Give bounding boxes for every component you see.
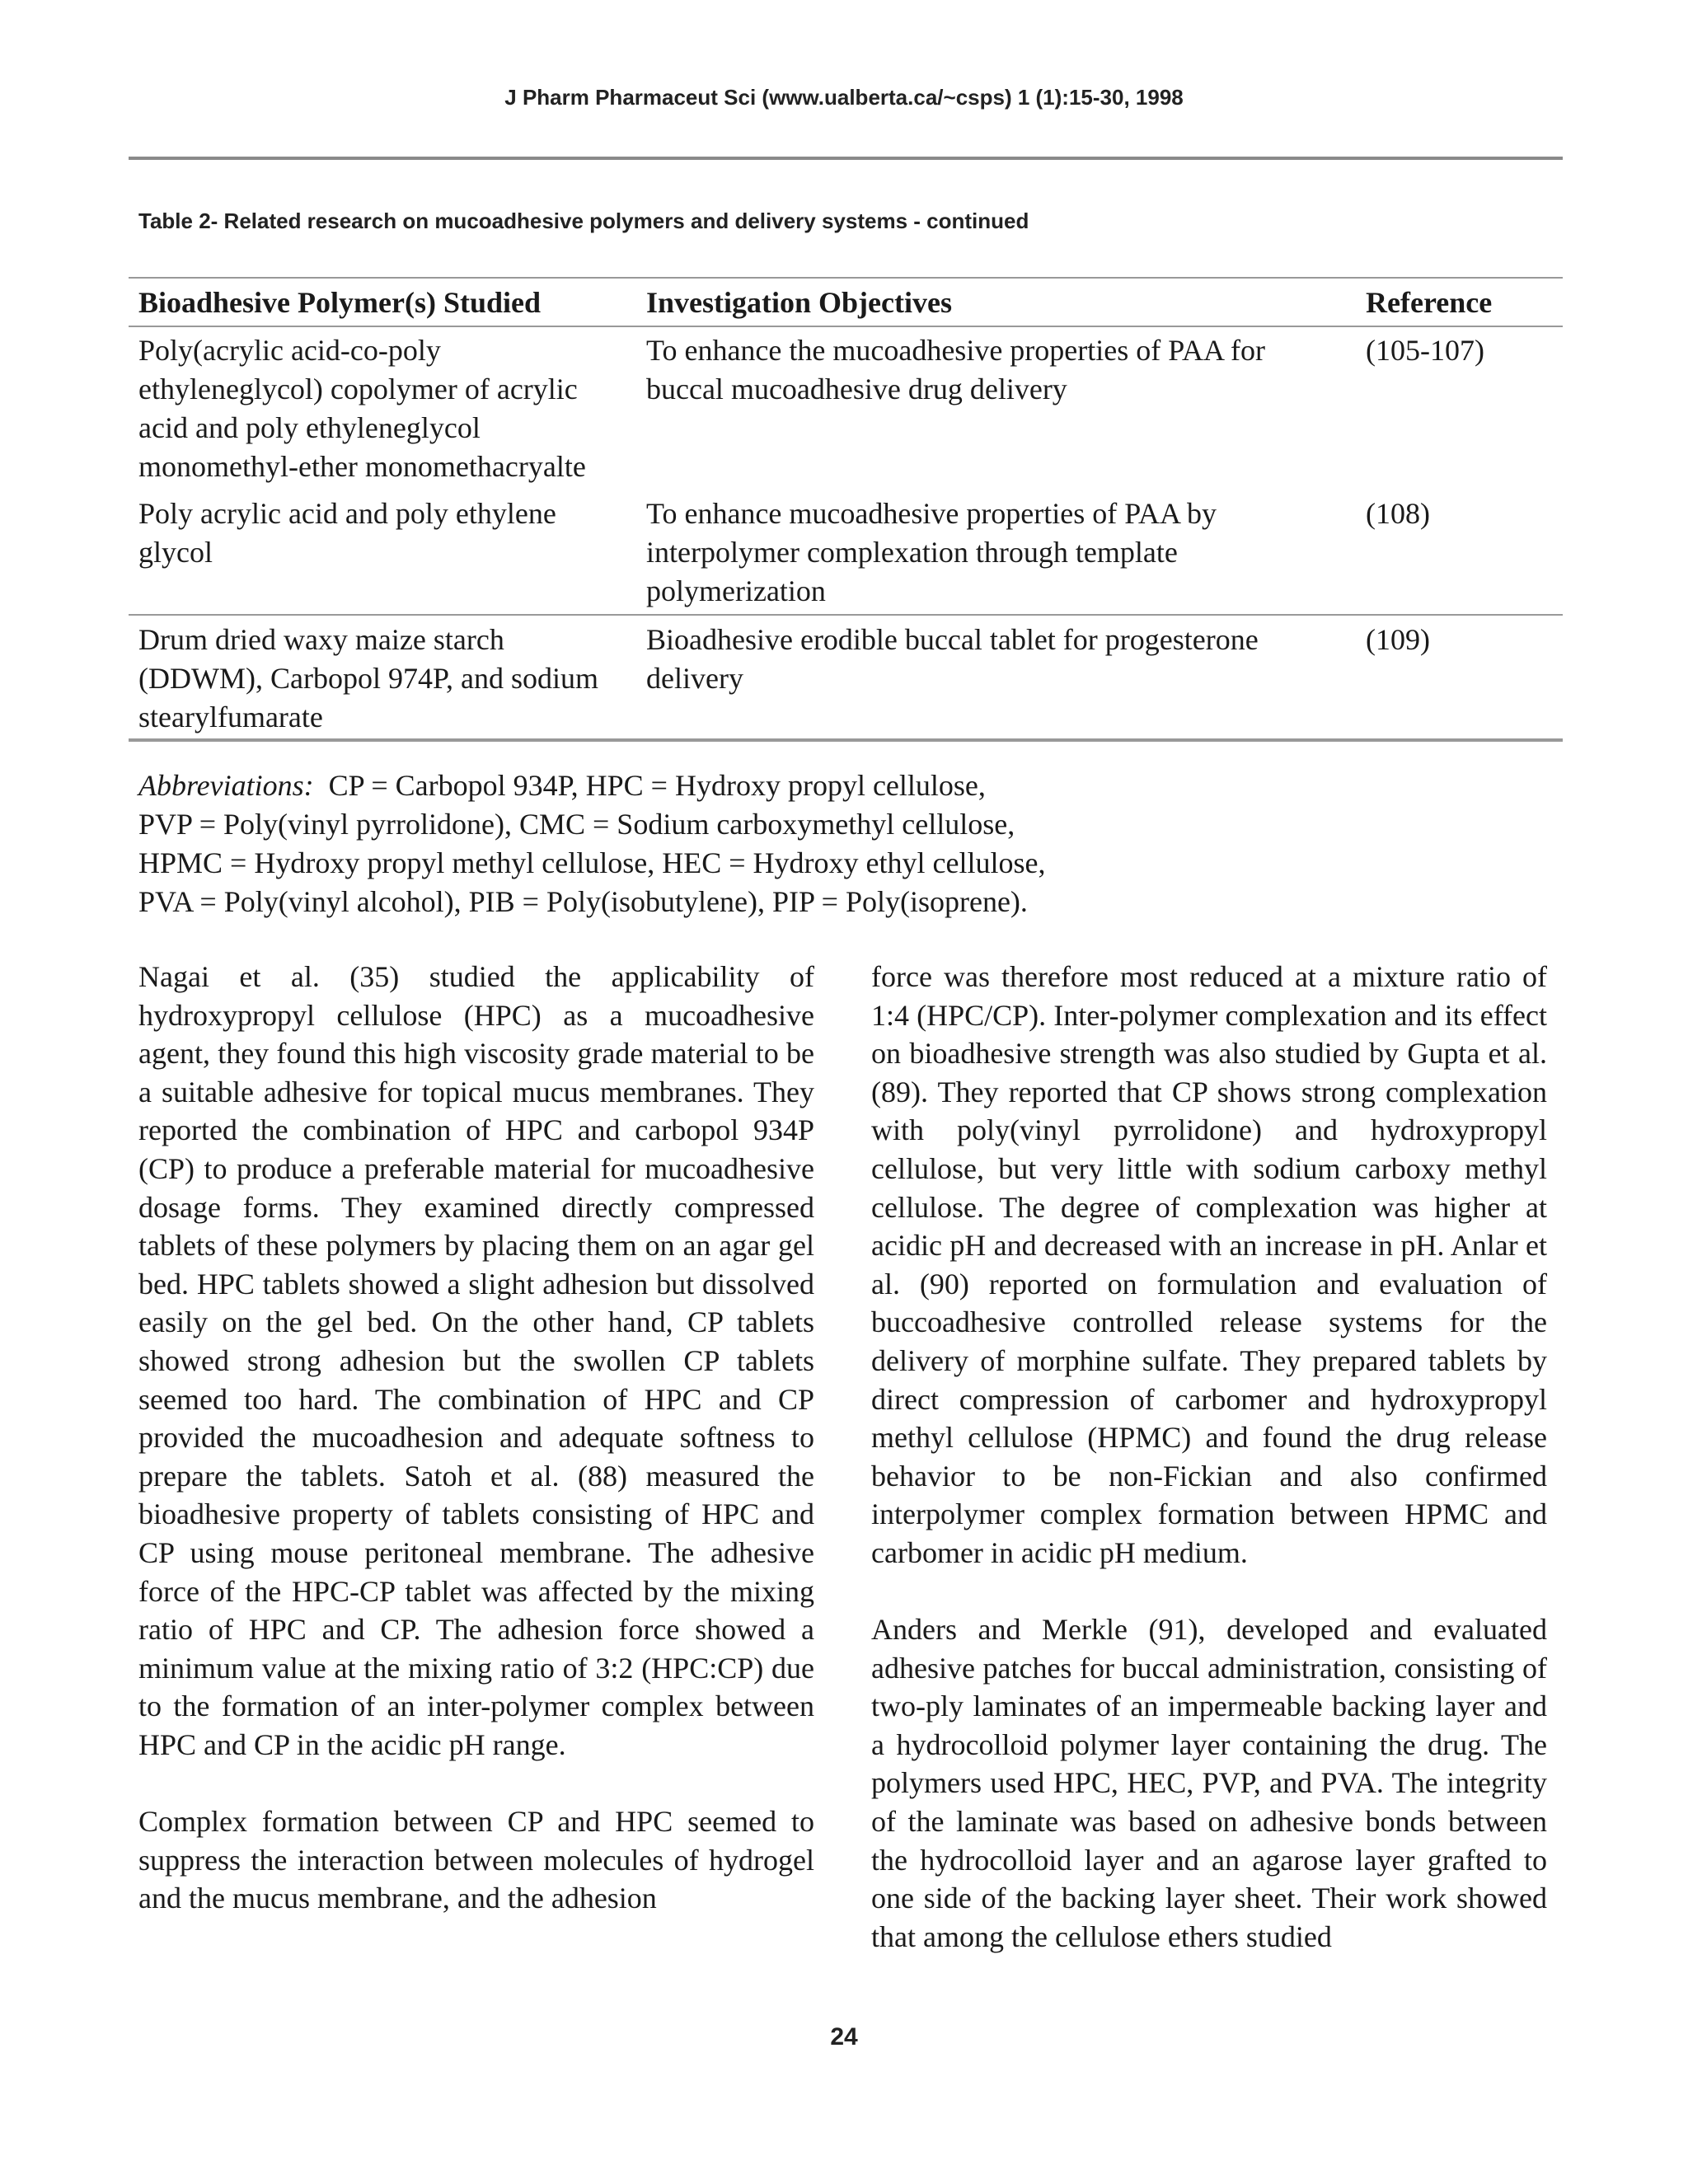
polymer-cell: Poly acrylic acid and poly ethylene glycol xyxy=(138,497,556,569)
body-paragraph: Complex formation between CP and HPC seemed to suppress the interaction between molecules of hydrogel and the mucus membrane, and the adhesion xyxy=(138,1805,814,1915)
table-row xyxy=(129,326,1563,494)
table-caption: Table 2- Related research on mucoadhesive polymers and delivery systems - continued xyxy=(138,209,1029,233)
reference-cell: (105-107) xyxy=(1366,334,1484,367)
abbreviations-label: Abbreviations: xyxy=(138,769,314,802)
objective-cell: To enhance the mucoadhesive properties of PAA for buccal mucoadhesive drug delivery xyxy=(646,334,1265,405)
abbreviations-line: PVA = Poly(vinyl alcohol), PIB = Poly(isobutylene), PIP = Poly(isoprene). xyxy=(138,885,1028,918)
table-row xyxy=(129,615,1563,740)
polymer-cell: Drum dried waxy maize starch (DDWM), Carbopol 974P, and sodium stearylfumarate xyxy=(129,615,636,740)
body-paragraph: force was therefore most reduced at a mixture ratio of 1:4 (HPC/CP). Inter-polymer complexation and its effect on bioadhesive strength was also studied by Gupta et al. (89). They reported that CP shows strong complexation with poly(vinyl pyrrolidone) and hydroxypropyl cellulose, but very little with sodium carboxy methyl cellulose. The degree of complexation was higher at acidic pH and decreased with an increase in pH. Anlar et al. (90) reported on formulation and evaluation of buccoadhesive controlled release systems for the delivery of morphine sulfate. They prepared tablets by direct compression of carbomer and hydroxypropyl methyl cellulose (HPMC) and found the drug release behavior to be non-Fickian and also confirmed interpolymer complex formation between HPMC and carbomer in acidic pH medium. xyxy=(871,960,1547,1569)
abbreviations-block xyxy=(138,766,1556,921)
left-column xyxy=(138,958,814,1956)
body-paragraph: Anders and Merkle (91), developed and evaluated adhesive patches for buccal administration, consisting of two-ply laminates of an impermeable backing layer and a hydrocolloid polymer layer containing the drug. The polymers used HPC, HEC, PVP, and PVA. The integrity of the laminate was based on adhesive bonds between the hydrocolloid layer and an agarose layer grafted to one side of the backing layer sheet. Their work showed that among the cellulose ethers studied xyxy=(871,1613,1547,1953)
page-number: 24 xyxy=(830,2023,858,2050)
reference-cell: (108) xyxy=(1366,497,1430,530)
research-table xyxy=(129,277,1563,742)
header-rule xyxy=(129,157,1563,160)
polymer-cell: Poly(acrylic acid-co-poly ethyleneglycol) copolymer of acrylic acid and poly ethyleneglycol monomethyl-ether monomethacryalte xyxy=(138,334,586,483)
abbreviations-line: HPMC = Hydroxy propyl methyl cellulose, HEC = Hydroxy ethyl cellulose, xyxy=(138,846,1046,879)
column-header-polymer: Bioadhesive Polymer(s) Studied xyxy=(129,278,636,326)
objective-cell: To enhance mucoadhesive properties of PAA by interpolymer complexation through template polymerization xyxy=(646,497,1217,607)
right-column xyxy=(871,958,1547,1994)
body-paragraph: Nagai et al. (35) studied the applicability of hydroxypropyl cellulose (HPC) as a mucoadhesive agent, they found this high viscosity grade material to be a suitable adhesive for topical mucus membranes. They reported the combination of HPC and carbopol 934P (CP) to produce a preferable material for mucoadhesive dosage forms. They examined directly compressed tablets of these polymers by placing them on an agar gel bed. HPC tablets showed a slight adhesion but dissolved easily on the gel bed. On the other hand, CP tablets showed strong adhesion but the swollen CP tablets seemed too hard. The combination of HPC and CP provided the mucoadhesion and adequate softness to prepare the tablets. Satoh et al. (88) measured the bioadhesive property of tablets consisting of HPC and CP using mouse peritoneal membrane. The adhesive force of the HPC-CP tablet was affected by the mixing ratio of HPC and CP. The adhesion force showed a minimum value at the mixing ratio of 3:2 (HPC:CP) due to the formation of an inter-polymer complex between HPC and CP in the acidic pH range. xyxy=(138,960,814,1761)
abbreviations-line xyxy=(138,766,1556,805)
reference-cell: (109) xyxy=(1356,615,1563,740)
column-header-objectives: Investigation Objectives xyxy=(636,278,1356,326)
running-header: J Pharm Pharmaceut Sci (www.ualberta.ca/~csps) 1 (1):15-30, 1998 xyxy=(504,85,1184,110)
table-header-row xyxy=(129,278,1563,326)
table-row xyxy=(129,494,1563,615)
objective-cell: Bioadhesive erodible buccal tablet for progesterone delivery xyxy=(636,615,1356,740)
column-header-reference: Reference xyxy=(1356,278,1563,326)
abbreviations-text: CP = Carbopol 934P, HPC = Hydroxy propyl cellulose, xyxy=(328,769,986,802)
abbreviations-line: PVP = Poly(vinyl pyrrolidone), CMC = Sodium carboxymethyl cellulose, xyxy=(138,808,1015,841)
